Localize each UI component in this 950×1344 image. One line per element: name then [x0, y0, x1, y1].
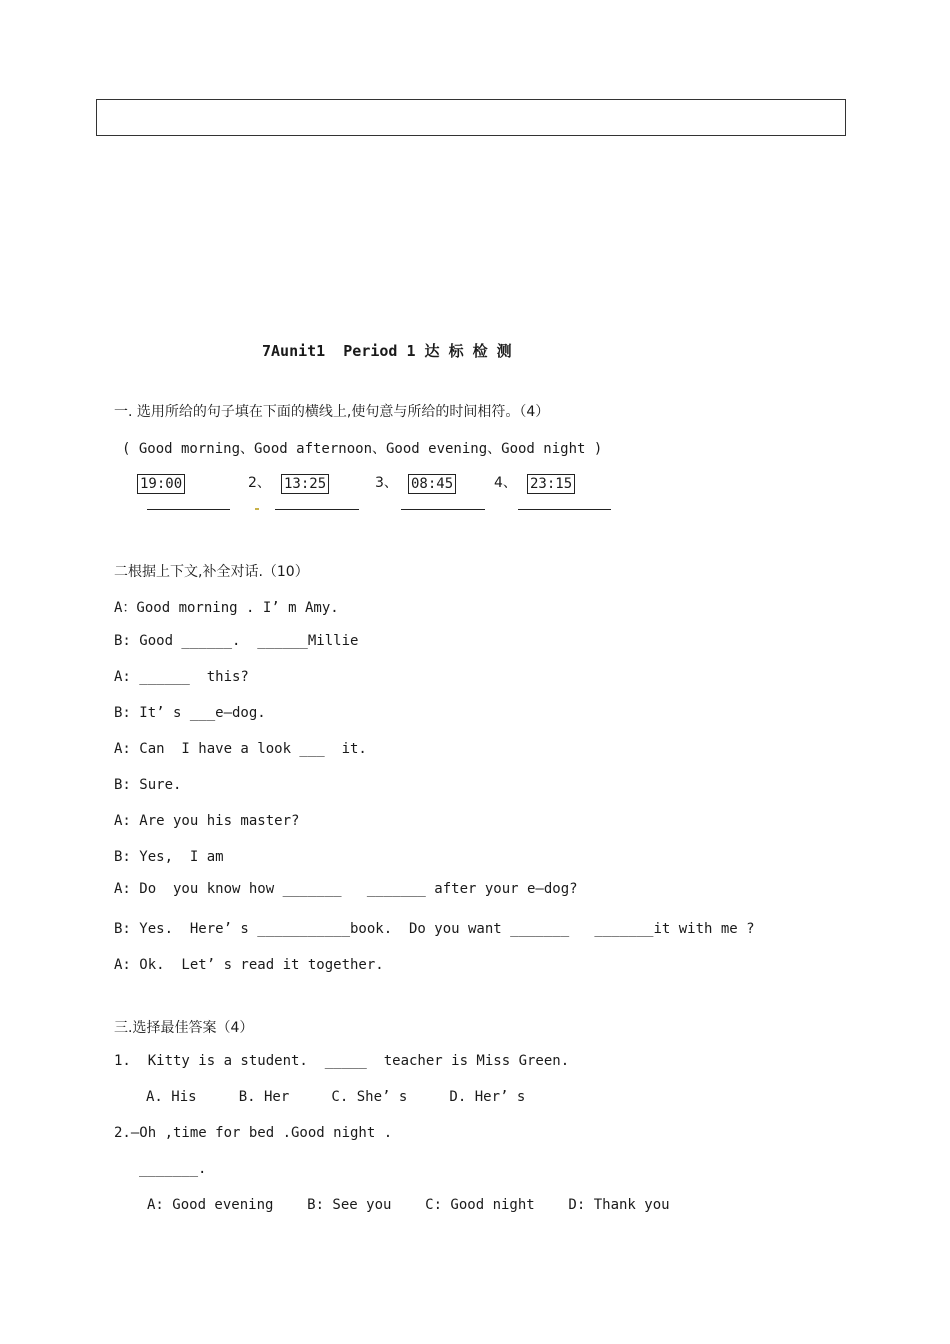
- item-number-4: 4、: [494, 475, 517, 491]
- question-2: 2.—Oh ,time for bed .Good night .: [114, 1125, 393, 1141]
- item-number-3: 3、: [375, 475, 398, 491]
- section1-options: ( Good morning、Good afternoon、Good evening、Good night ): [122, 441, 603, 457]
- question-2-options: A: Good evening B: See you C: Good night D: Thank you: [147, 1197, 670, 1213]
- dialogue-line: A: Can I have a look ___ it.: [114, 741, 367, 757]
- answer-blank-2[interactable]: [275, 509, 359, 510]
- time-box-1: 19:00: [137, 474, 185, 494]
- section2-heading: 二根据上下文,补全对话.（10）: [114, 564, 309, 580]
- section1-heading: 一. 选用所给的句子填在下面的横线上,使句意与所给的时间相符。（4）: [114, 404, 550, 420]
- item-number-2: 2、: [248, 475, 271, 491]
- dialogue-line: B: Yes. Here’ s ___________book. Do you want _______ _______it with me ?: [114, 921, 755, 937]
- dialogue-line: B: Good ______. ______Millie: [114, 633, 359, 649]
- dialogue-line: A: Ok. Let’ s read it together.: [114, 957, 384, 973]
- question-2-blank[interactable]: _______.: [139, 1161, 207, 1177]
- dialogue-line: B: Yes, I am: [114, 849, 224, 865]
- question-1-options: A. His B. Her C. She’ s D. Her’ s: [146, 1089, 526, 1105]
- dialogue-line: A: Are you his master?: [114, 813, 300, 829]
- answer-blank-4[interactable]: [518, 509, 611, 510]
- question-1: 1. Kitty is a student. _____ teacher is Miss Green.: [114, 1053, 570, 1069]
- section3-heading: 三.选择最佳答案（4）: [114, 1020, 254, 1036]
- time-box-2: 13:25: [281, 474, 329, 494]
- dialogue-line: A：Good morning . I’ m Amy.: [114, 600, 339, 616]
- dialogue-line: A: ______ this?: [114, 669, 249, 685]
- dialogue-line: B: It’ s ___e—dog.: [114, 705, 266, 721]
- answer-blank-3[interactable]: [401, 509, 485, 510]
- dialogue-line: B: Sure.: [114, 777, 182, 793]
- header-box: [96, 99, 846, 136]
- time-box-4: 23:15: [527, 474, 575, 494]
- stray-mark: [255, 508, 259, 510]
- page-title: 7Aunit1 Period 1 达 标 检 测: [262, 342, 512, 360]
- time-box-3: 08:45: [408, 474, 456, 494]
- answer-blank-1[interactable]: [147, 509, 230, 510]
- dialogue-line: A: Do you know how _______ _______ after your e—dog?: [114, 881, 578, 897]
